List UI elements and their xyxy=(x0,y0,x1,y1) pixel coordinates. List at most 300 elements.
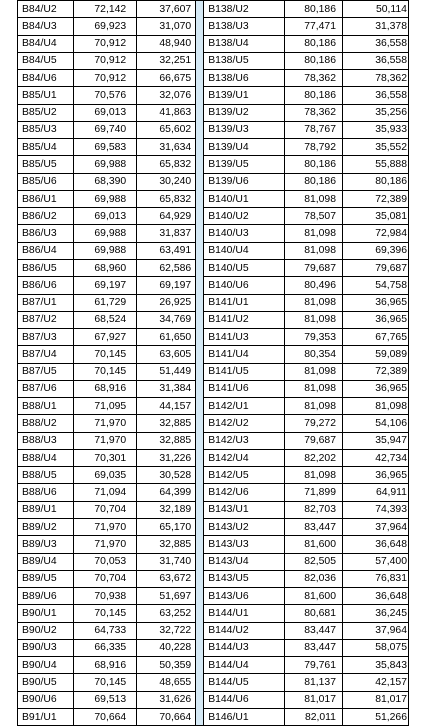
table-row xyxy=(18,363,196,380)
table-row xyxy=(18,121,196,138)
table-row xyxy=(18,294,196,311)
value-cell: 74,393 xyxy=(342,501,408,518)
value-cell: 31,740 xyxy=(137,553,196,570)
table-row xyxy=(18,553,196,570)
row-label: B85/U4 xyxy=(18,139,74,156)
row-label: B85/U5 xyxy=(18,156,74,173)
row-label: B87/U6 xyxy=(18,380,74,397)
value-cell: 36,558 xyxy=(342,52,408,69)
value-cell: 70,145 xyxy=(74,346,137,363)
row-label: B85/U2 xyxy=(18,104,74,121)
value-cell: 36,965 xyxy=(342,311,408,328)
value-cell: 70,664 xyxy=(137,708,196,725)
value-cell: 70,704 xyxy=(74,570,137,587)
table-row xyxy=(18,432,196,449)
table-row xyxy=(204,139,409,156)
value-cell: 82,202 xyxy=(284,449,342,466)
table-row xyxy=(18,225,196,242)
table-row xyxy=(18,415,196,432)
value-cell: 69,988 xyxy=(74,242,137,259)
value-cell: 30,240 xyxy=(137,173,196,190)
value-cell: 81,137 xyxy=(284,674,342,691)
table-row xyxy=(204,674,409,691)
value-cell: 71,970 xyxy=(74,432,137,449)
table-row xyxy=(204,121,409,138)
value-cell: 79,687 xyxy=(284,432,342,449)
value-cell: 69,197 xyxy=(137,277,196,294)
row-label: B86/U6 xyxy=(18,277,74,294)
table-row xyxy=(204,208,409,225)
row-label: B88/U6 xyxy=(18,484,74,501)
value-cell: 66,675 xyxy=(137,70,196,87)
value-cell: 71,094 xyxy=(74,484,137,501)
value-cell: 79,687 xyxy=(284,259,342,276)
value-cell: 80,681 xyxy=(284,605,342,622)
table-row xyxy=(18,708,196,725)
value-cell: 81,098 xyxy=(284,190,342,207)
row-label: B138/U5 xyxy=(204,52,284,69)
value-cell: 81,098 xyxy=(284,225,342,242)
value-cell: 81,098 xyxy=(284,363,342,380)
row-label: B146/U1 xyxy=(204,708,284,725)
value-cell: 81,600 xyxy=(284,536,342,553)
value-cell: 70,145 xyxy=(74,363,137,380)
value-cell: 82,703 xyxy=(284,501,342,518)
value-cell: 36,245 xyxy=(342,605,408,622)
table-row xyxy=(204,294,409,311)
value-cell: 69,923 xyxy=(74,18,137,35)
row-label: B84/U6 xyxy=(18,70,74,87)
value-cell: 41,863 xyxy=(137,104,196,121)
value-cell: 81,098 xyxy=(342,398,408,415)
row-label: B89/U1 xyxy=(18,501,74,518)
table-row xyxy=(204,104,409,121)
row-label: B142/U2 xyxy=(204,415,284,432)
value-cell: 32,885 xyxy=(137,432,196,449)
value-cell: 70,912 xyxy=(74,35,137,52)
row-label: B140/U1 xyxy=(204,190,284,207)
row-label: B86/U2 xyxy=(18,208,74,225)
row-label: B144/U6 xyxy=(204,691,284,708)
value-cell: 81,600 xyxy=(284,588,342,605)
row-label: B140/U3 xyxy=(204,225,284,242)
row-label: B86/U3 xyxy=(18,225,74,242)
value-cell: 65,170 xyxy=(137,518,196,535)
value-cell: 68,916 xyxy=(74,657,137,674)
value-cell: 61,729 xyxy=(74,294,137,311)
table-row xyxy=(18,588,196,605)
value-cell: 81,017 xyxy=(284,691,342,708)
value-cell: 32,189 xyxy=(137,501,196,518)
table-row xyxy=(18,329,196,346)
value-cell: 67,927 xyxy=(74,329,137,346)
value-cell: 81,017 xyxy=(342,691,408,708)
value-cell: 31,384 xyxy=(137,380,196,397)
table-row xyxy=(18,536,196,553)
value-cell: 35,843 xyxy=(342,657,408,674)
value-cell: 34,769 xyxy=(137,311,196,328)
value-cell: 70,145 xyxy=(74,674,137,691)
value-cell: 71,970 xyxy=(74,415,137,432)
value-cell: 35,933 xyxy=(342,121,408,138)
value-cell: 81,098 xyxy=(284,242,342,259)
value-cell: 63,605 xyxy=(137,346,196,363)
row-label: B144/U3 xyxy=(204,639,284,656)
value-cell: 72,984 xyxy=(342,225,408,242)
table-row xyxy=(18,380,196,397)
row-label: B88/U4 xyxy=(18,449,74,466)
value-cell: 31,626 xyxy=(137,691,196,708)
row-label: B142/U3 xyxy=(204,432,284,449)
value-cell: 79,353 xyxy=(284,329,342,346)
value-cell: 81,098 xyxy=(284,398,342,415)
row-label: B144/U1 xyxy=(204,605,284,622)
table-row xyxy=(18,691,196,708)
row-label: B88/U1 xyxy=(18,398,74,415)
value-cell: 71,970 xyxy=(74,536,137,553)
row-label: B84/U5 xyxy=(18,52,74,69)
table-row xyxy=(204,52,409,69)
table-row xyxy=(204,484,409,501)
row-label: B139/U4 xyxy=(204,139,284,156)
value-cell: 51,449 xyxy=(137,363,196,380)
table-row xyxy=(18,311,196,328)
row-label: B85/U6 xyxy=(18,173,74,190)
table-row xyxy=(204,87,409,104)
row-label: B139/U1 xyxy=(204,87,284,104)
value-cell: 31,226 xyxy=(137,449,196,466)
table-row xyxy=(18,242,196,259)
value-cell: 81,098 xyxy=(284,380,342,397)
column-divider xyxy=(196,0,203,726)
table-row xyxy=(18,467,196,484)
value-cell: 80,186 xyxy=(284,173,342,190)
value-cell: 31,837 xyxy=(137,225,196,242)
table-row xyxy=(204,501,409,518)
value-cell: 80,186 xyxy=(284,156,342,173)
value-cell: 64,733 xyxy=(74,622,137,639)
value-cell: 35,552 xyxy=(342,139,408,156)
table-row xyxy=(18,104,196,121)
table-row xyxy=(204,536,409,553)
table-row xyxy=(18,70,196,87)
table-row xyxy=(204,1,409,18)
row-label: B87/U1 xyxy=(18,294,74,311)
row-label: B88/U3 xyxy=(18,432,74,449)
value-cell: 69,988 xyxy=(74,156,137,173)
value-cell: 70,145 xyxy=(74,605,137,622)
value-cell: 57,400 xyxy=(342,553,408,570)
table-row xyxy=(204,657,409,674)
row-label: B139/U6 xyxy=(204,173,284,190)
value-cell: 81,098 xyxy=(284,294,342,311)
table-row xyxy=(18,674,196,691)
row-label: B141/U2 xyxy=(204,311,284,328)
table-row xyxy=(204,380,409,397)
value-cell: 63,672 xyxy=(137,570,196,587)
value-cell: 71,095 xyxy=(74,398,137,415)
left-table xyxy=(17,0,196,726)
value-cell: 31,070 xyxy=(137,18,196,35)
value-cell: 69,035 xyxy=(74,467,137,484)
value-cell: 76,831 xyxy=(342,570,408,587)
row-label: B140/U2 xyxy=(204,208,284,225)
row-label: B138/U2 xyxy=(204,1,284,18)
row-label: B138/U4 xyxy=(204,35,284,52)
value-cell: 64,911 xyxy=(342,484,408,501)
row-label: B87/U2 xyxy=(18,311,74,328)
row-label: B142/U5 xyxy=(204,467,284,484)
value-cell: 83,447 xyxy=(284,622,342,639)
table-row xyxy=(18,657,196,674)
value-cell: 69,396 xyxy=(342,242,408,259)
table-row xyxy=(204,363,409,380)
value-cell: 80,186 xyxy=(284,1,342,18)
row-label: B85/U1 xyxy=(18,87,74,104)
row-label: B139/U2 xyxy=(204,104,284,121)
value-cell: 68,916 xyxy=(74,380,137,397)
value-cell: 78,362 xyxy=(284,70,342,87)
value-cell: 70,912 xyxy=(74,70,137,87)
table-row xyxy=(18,398,196,415)
row-label: B90/U3 xyxy=(18,639,74,656)
data-sheet xyxy=(17,0,409,726)
value-cell: 32,076 xyxy=(137,87,196,104)
value-cell: 78,792 xyxy=(284,139,342,156)
value-cell: 65,832 xyxy=(137,156,196,173)
row-label: B143/U6 xyxy=(204,588,284,605)
value-cell: 36,558 xyxy=(342,35,408,52)
value-cell: 70,704 xyxy=(74,501,137,518)
value-cell: 55,888 xyxy=(342,156,408,173)
value-cell: 31,378 xyxy=(342,18,408,35)
table-row xyxy=(204,622,409,639)
value-cell: 78,362 xyxy=(284,104,342,121)
table-row xyxy=(18,570,196,587)
value-cell: 64,929 xyxy=(137,208,196,225)
row-label: B88/U2 xyxy=(18,415,74,432)
value-cell: 54,758 xyxy=(342,277,408,294)
value-cell: 72,389 xyxy=(342,190,408,207)
row-label: B143/U2 xyxy=(204,518,284,535)
table-row xyxy=(18,139,196,156)
row-label: B87/U3 xyxy=(18,329,74,346)
value-cell: 58,075 xyxy=(342,639,408,656)
value-cell: 78,507 xyxy=(284,208,342,225)
value-cell: 51,266 xyxy=(342,708,408,725)
value-cell: 66,335 xyxy=(74,639,137,656)
table-row xyxy=(204,18,409,35)
value-cell: 51,697 xyxy=(137,588,196,605)
value-cell: 79,272 xyxy=(284,415,342,432)
value-cell: 82,505 xyxy=(284,553,342,570)
row-label: B89/U2 xyxy=(18,518,74,535)
row-label: B138/U3 xyxy=(204,18,284,35)
value-cell: 50,359 xyxy=(137,657,196,674)
value-cell: 36,648 xyxy=(342,536,408,553)
row-label: B89/U3 xyxy=(18,536,74,553)
value-cell: 70,912 xyxy=(74,52,137,69)
table-row xyxy=(204,432,409,449)
value-cell: 62,586 xyxy=(137,259,196,276)
table-row xyxy=(18,605,196,622)
value-cell: 71,970 xyxy=(74,518,137,535)
table-row xyxy=(204,588,409,605)
row-label: B90/U5 xyxy=(18,674,74,691)
table-row xyxy=(18,639,196,656)
row-label: B89/U6 xyxy=(18,588,74,605)
value-cell: 68,524 xyxy=(74,311,137,328)
table-row xyxy=(204,605,409,622)
value-cell: 69,197 xyxy=(74,277,137,294)
row-label: B140/U5 xyxy=(204,259,284,276)
value-cell: 48,655 xyxy=(137,674,196,691)
row-label: B144/U2 xyxy=(204,622,284,639)
value-cell: 35,947 xyxy=(342,432,408,449)
table-row xyxy=(18,156,196,173)
value-cell: 32,885 xyxy=(137,415,196,432)
table-row xyxy=(204,346,409,363)
value-cell: 36,648 xyxy=(342,588,408,605)
table-row xyxy=(204,639,409,656)
value-cell: 79,687 xyxy=(342,259,408,276)
row-label: B142/U1 xyxy=(204,398,284,415)
row-label: B140/U6 xyxy=(204,277,284,294)
table-row xyxy=(204,467,409,484)
value-cell: 81,098 xyxy=(284,467,342,484)
value-cell: 65,832 xyxy=(137,190,196,207)
value-cell: 81,098 xyxy=(284,311,342,328)
value-cell: 37,964 xyxy=(342,622,408,639)
value-cell: 70,053 xyxy=(74,553,137,570)
row-label: B141/U1 xyxy=(204,294,284,311)
row-label: B90/U4 xyxy=(18,657,74,674)
table-row xyxy=(18,173,196,190)
table-row xyxy=(204,708,409,725)
row-label: B84/U4 xyxy=(18,35,74,52)
row-label: B140/U4 xyxy=(204,242,284,259)
table-row xyxy=(18,518,196,535)
table-row xyxy=(18,52,196,69)
value-cell: 65,602 xyxy=(137,121,196,138)
value-cell: 69,013 xyxy=(74,104,137,121)
table-row xyxy=(204,70,409,87)
table-row xyxy=(18,35,196,52)
row-label: B141/U5 xyxy=(204,363,284,380)
value-cell: 36,965 xyxy=(342,467,408,484)
value-cell: 69,988 xyxy=(74,190,137,207)
table-row xyxy=(18,259,196,276)
value-cell: 80,186 xyxy=(284,35,342,52)
value-cell: 69,013 xyxy=(74,208,137,225)
row-label: B86/U1 xyxy=(18,190,74,207)
row-label: B85/U3 xyxy=(18,121,74,138)
row-label: B141/U4 xyxy=(204,346,284,363)
value-cell: 83,447 xyxy=(284,639,342,656)
row-label: B144/U4 xyxy=(204,657,284,674)
table-row xyxy=(204,190,409,207)
value-cell: 32,251 xyxy=(137,52,196,69)
value-cell: 44,157 xyxy=(137,398,196,415)
value-cell: 69,513 xyxy=(74,691,137,708)
value-cell: 70,938 xyxy=(74,588,137,605)
value-cell: 69,740 xyxy=(74,121,137,138)
value-cell: 36,965 xyxy=(342,380,408,397)
table-row xyxy=(204,156,409,173)
value-cell: 32,885 xyxy=(137,536,196,553)
value-cell: 70,301 xyxy=(74,449,137,466)
value-cell: 79,761 xyxy=(284,657,342,674)
value-cell: 80,496 xyxy=(284,277,342,294)
value-cell: 32,722 xyxy=(137,622,196,639)
row-label: B84/U3 xyxy=(18,18,74,35)
table-row xyxy=(18,208,196,225)
row-label: B142/U4 xyxy=(204,449,284,466)
value-cell: 72,389 xyxy=(342,363,408,380)
table-row xyxy=(204,415,409,432)
row-label: B141/U3 xyxy=(204,329,284,346)
table-row xyxy=(204,242,409,259)
table-row xyxy=(204,311,409,328)
row-label: B90/U1 xyxy=(18,605,74,622)
value-cell: 35,256 xyxy=(342,104,408,121)
value-cell: 78,767 xyxy=(284,121,342,138)
value-cell: 26,925 xyxy=(137,294,196,311)
value-cell: 80,354 xyxy=(284,346,342,363)
table-row xyxy=(204,553,409,570)
row-label: B91/U1 xyxy=(18,708,74,725)
table-row xyxy=(18,346,196,363)
table-row xyxy=(204,277,409,294)
table-row xyxy=(18,484,196,501)
value-cell: 72,142 xyxy=(74,1,137,18)
value-cell: 30,528 xyxy=(137,467,196,484)
row-label: B84/U2 xyxy=(18,1,74,18)
row-label: B141/U6 xyxy=(204,380,284,397)
value-cell: 69,988 xyxy=(74,225,137,242)
row-label: B90/U6 xyxy=(18,691,74,708)
table-row xyxy=(18,1,196,18)
table-row xyxy=(204,329,409,346)
value-cell: 83,447 xyxy=(284,518,342,535)
row-label: B143/U5 xyxy=(204,570,284,587)
value-cell: 50,114 xyxy=(342,1,408,18)
row-label: B89/U5 xyxy=(18,570,74,587)
row-label: B87/U5 xyxy=(18,363,74,380)
value-cell: 71,899 xyxy=(284,484,342,501)
value-cell: 68,960 xyxy=(74,259,137,276)
row-label: B89/U4 xyxy=(18,553,74,570)
row-label: B88/U5 xyxy=(18,467,74,484)
row-label: B142/U6 xyxy=(204,484,284,501)
value-cell: 36,965 xyxy=(342,294,408,311)
value-cell: 80,186 xyxy=(342,173,408,190)
value-cell: 69,583 xyxy=(74,139,137,156)
value-cell: 42,734 xyxy=(342,449,408,466)
table-row xyxy=(18,449,196,466)
row-label: B86/U5 xyxy=(18,259,74,276)
table-row xyxy=(18,190,196,207)
value-cell: 78,362 xyxy=(342,70,408,87)
table-row xyxy=(204,225,409,242)
table-row xyxy=(204,449,409,466)
row-label: B86/U4 xyxy=(18,242,74,259)
row-label: B138/U6 xyxy=(204,70,284,87)
table-row xyxy=(204,518,409,535)
value-cell: 80,186 xyxy=(284,52,342,69)
table-row xyxy=(204,398,409,415)
value-cell: 37,964 xyxy=(342,518,408,535)
